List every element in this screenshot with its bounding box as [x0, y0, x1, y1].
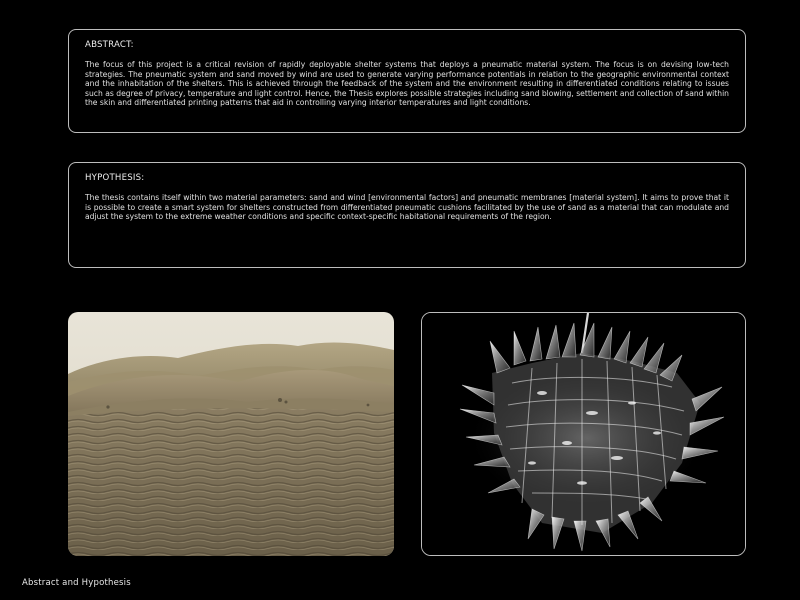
abstract-text: The focus of this project is a critical revision of rapidly deployable shelter systems that deploys a pneumatic material system. The focus is on devising low-tech strategies. The pneumatic system and sand moved by wind are used to generate varying performance potentials in relation to the geographic environmental context and the inhabitation of the shelters. This is achieved through the feedback of the system and the environment resulting in differentiated conditions relating to issues such as degree of privacy, temperature and light control. Hence, the Thesis explores possible strategies including sand blowing, settlement and collection of sand within the skin and differentiated printing patterns that aid in controlling varying interior temperatures and light conditions. — [85, 60, 729, 108]
abstract-heading: ABSTRACT: — [85, 40, 134, 50]
desert-dunes-photo — [68, 312, 394, 556]
abstract-panel — [68, 29, 746, 133]
pneumatic-model-photo — [421, 312, 746, 556]
hypothesis-text: The thesis contains itself within two material parameters: sand and wind [environmental factors] and pneumatic membranes [material system]. It aims to prove that it is possible to create a smart system for shelters constructed from differentiated pneumatic cushions facilitated by the use of sand as a material that can modulate and adjust the system to the extreme weather conditions and specific context-specific habitational requirements of the region. — [85, 193, 729, 222]
page-footer-title: Abstract and Hypothesis — [22, 578, 131, 588]
hypothesis-heading: HYPOTHESIS: — [85, 173, 145, 183]
hypothesis-panel — [68, 162, 746, 268]
